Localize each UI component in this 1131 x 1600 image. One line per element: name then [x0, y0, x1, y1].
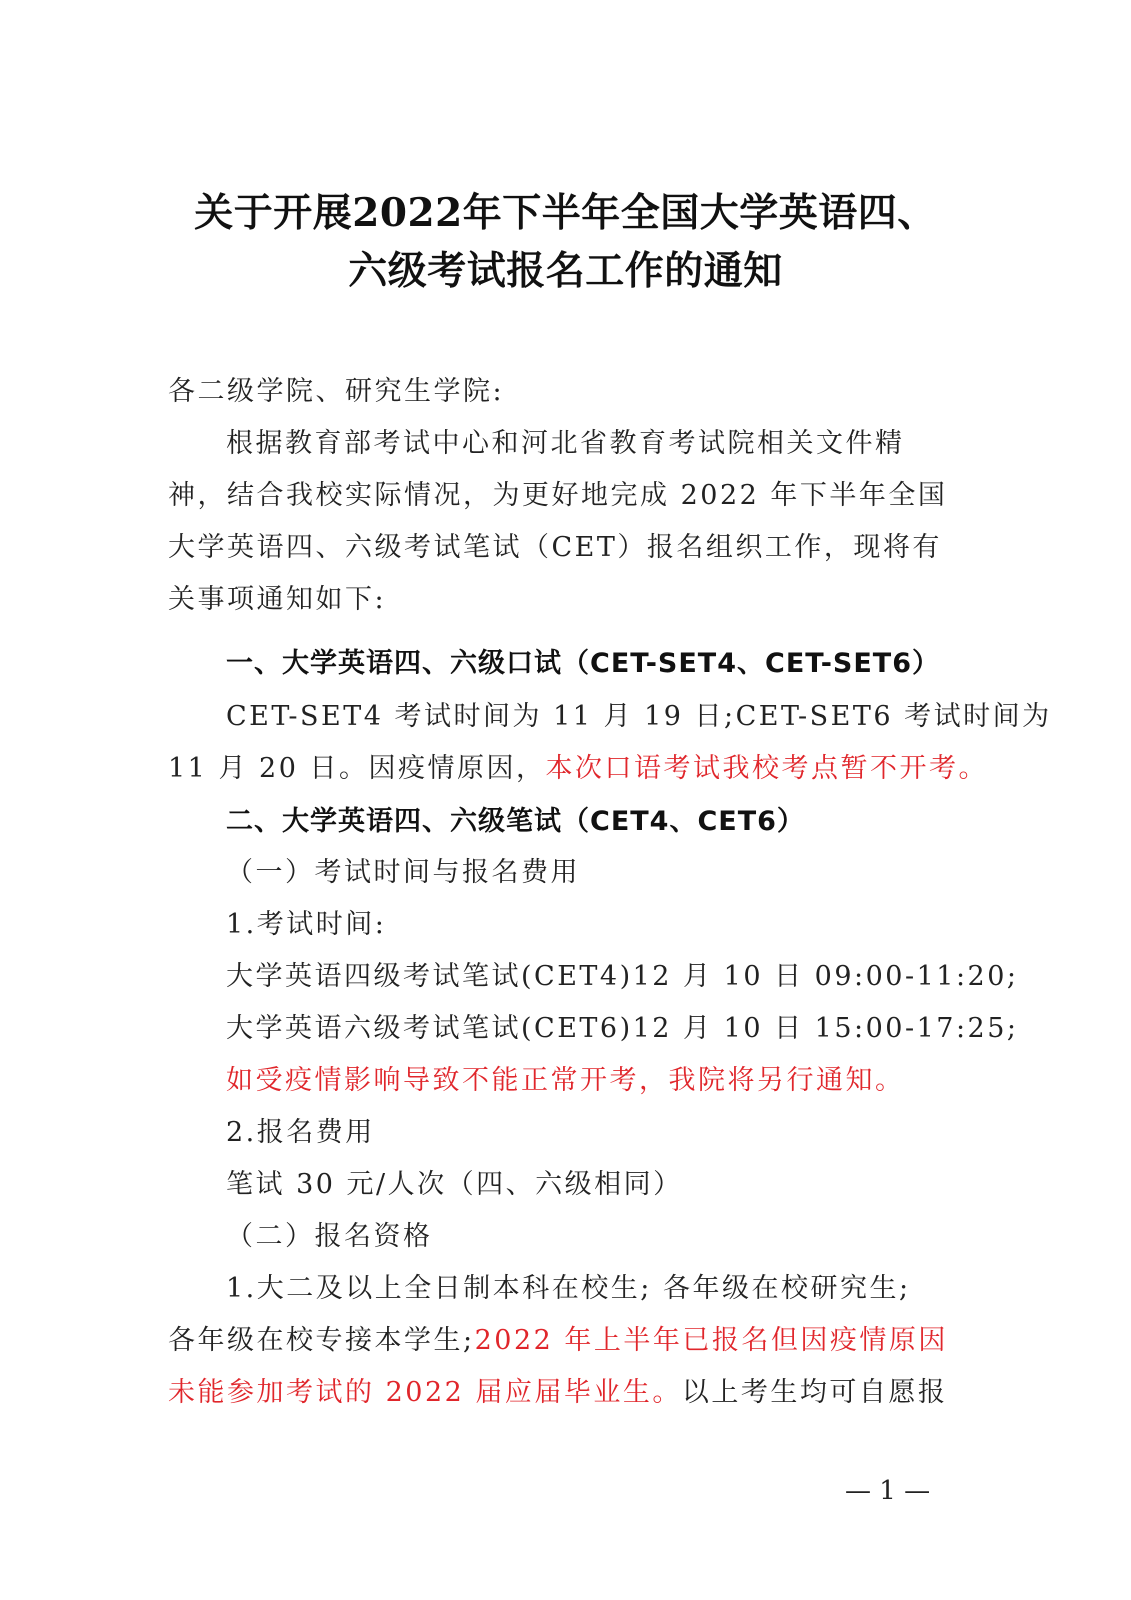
intro-line-4: 关事项通知如下: — [168, 584, 387, 615]
salutation: 各二级学院、研究生学院: — [168, 376, 505, 407]
subsection-1-heading: （一）考试时间与报名费用 — [226, 857, 580, 888]
document-title-line-2: 六级考试报名工作的通知 — [348, 248, 783, 294]
section-1-heading: 一、大学英语四、六级口试（CET-SET4、CET-SET6） — [226, 648, 941, 679]
document-title-line-1: 关于开展2022年下半年全国大学英语四、 — [194, 190, 937, 236]
eligibility-highlight-1: 2022 年上半年已报名但因疫情原因 — [474, 1325, 948, 1356]
section-2-heading: 二、大学英语四、六级笔试（CET4、CET6） — [226, 806, 805, 837]
cet6-time: 大学英语六级考试笔试(CET6)12 月 10 日 15:00-17:25; — [226, 1013, 1019, 1044]
page-number: — 1 — — [845, 1476, 931, 1506]
section-1-line-2-text: 11 月 20 日。因疫情原因， — [168, 753, 546, 784]
section-1-line-2 — [168, 749, 988, 789]
eligibility-highlight-2: 未能参加考试的 2022 届应届毕业生。 — [168, 1377, 682, 1408]
intro-line-3: 大学英语四、六级考试笔试（CET）报名组织工作，现将有 — [168, 532, 942, 563]
eligibility-line-3-text: 以上考生均可自愿报 — [681, 1377, 948, 1408]
section-1-line-1: CET-SET4 考试时间为 11 月 19 日;CET-SET6 考试时间为 — [226, 701, 1052, 732]
intro-line-2: 神，结合我校实际情况，为更好地完成 2022 年下半年全国 — [168, 480, 948, 511]
epidemic-note: 如受疫情影响导致不能正常开考，我院将另行通知。 — [226, 1065, 905, 1096]
fee-label: 2.报名费用 — [226, 1117, 375, 1148]
cet4-time: 大学英语四级考试笔试(CET4)12 月 10 日 09:00-11:20; — [226, 961, 1019, 992]
oral-exam-cancel-notice: 本次口语考试我校考点暂不开考。 — [545, 753, 988, 784]
eligibility-line-2-text: 各年级在校专接本学生; — [168, 1325, 475, 1356]
eligibility-line-2 — [168, 1321, 948, 1361]
exam-time-label: 1.考试时间: — [226, 909, 387, 940]
intro-line-1: 根据教育部考试中心和河北省教育考试院相关文件精 — [226, 428, 905, 459]
eligibility-line-1: 1.大二及以上全日制本科在校生; 各年级在校研究生; — [226, 1273, 911, 1304]
subsection-2-heading: （二）报名资格 — [226, 1221, 433, 1252]
eligibility-line-3 — [168, 1373, 947, 1413]
fee-text: 笔试 30 元/人次（四、六级相同） — [226, 1169, 683, 1200]
